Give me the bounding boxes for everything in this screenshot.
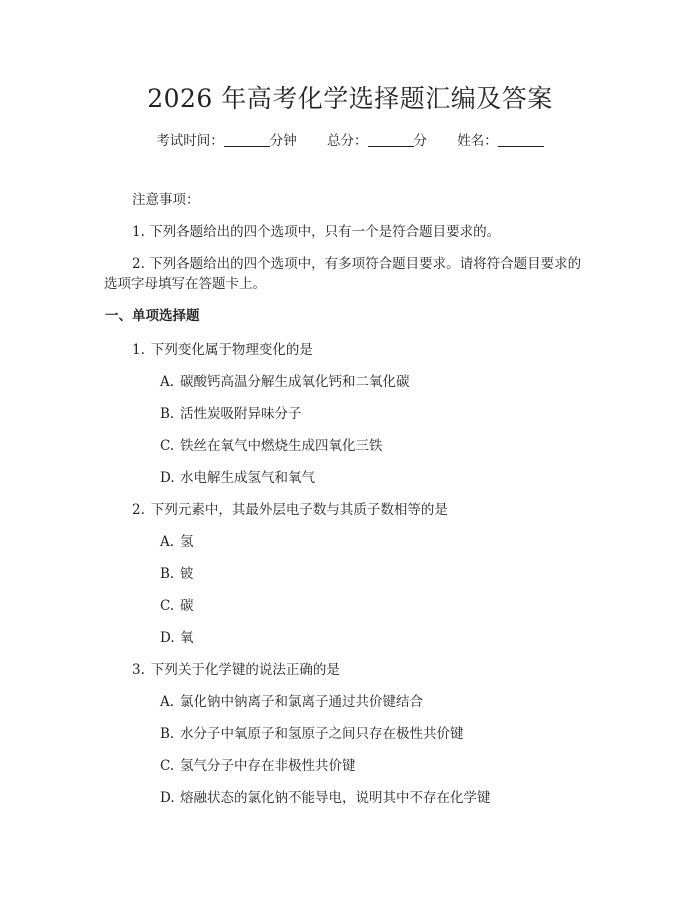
option-letter: A. <box>160 534 175 550</box>
question-2-option-b <box>160 564 194 584</box>
option-text: 碳 <box>180 598 194 614</box>
question-1 <box>132 340 313 360</box>
option-text: 氢 <box>180 534 194 550</box>
question-2-option-a <box>160 532 194 552</box>
exam-time-blank <box>224 132 270 147</box>
question-2 <box>132 500 448 520</box>
option-text: 熔融状态的氯化钠不能导电，说明其中不存在化学键 <box>180 790 491 806</box>
total-score-blank <box>368 132 414 147</box>
question-number: 3. <box>132 662 145 678</box>
question-stem: 下列变化属于物理变化的是 <box>150 342 313 358</box>
question-3-option-b <box>160 724 464 744</box>
option-letter: C. <box>160 438 175 454</box>
option-text: 铍 <box>180 566 194 582</box>
option-letter: D. <box>160 470 175 486</box>
option-letter: B. <box>160 406 175 422</box>
option-text: 活性炭吸附异味分子 <box>180 406 302 422</box>
notice-heading: 注意事项： <box>132 192 200 208</box>
student-name-blank <box>498 132 544 147</box>
option-text: 氧 <box>180 630 194 646</box>
option-text: 氯化钠中钠离子和氯离子通过共价键结合 <box>180 694 423 710</box>
option-letter: D. <box>160 630 175 646</box>
notice-item-2: 2. 下列各题给出的四个选项中，有多项符合题目要求。请将符合题目要求的 <box>132 256 582 272</box>
question-2-option-c <box>160 596 194 616</box>
option-text: 氢气分子中存在非极性共价键 <box>180 758 356 774</box>
question-3-option-d <box>160 788 491 808</box>
question-2-option-d <box>160 628 194 648</box>
notice-item-2-continued: 选项字母填写在答题卡上。 <box>104 276 266 292</box>
option-letter: D. <box>160 790 175 806</box>
total-score-field <box>327 131 427 151</box>
question-1-option-c <box>160 436 383 456</box>
question-number: 2. <box>132 502 145 518</box>
question-stem: 下列关于化学键的说法正确的是 <box>150 662 340 678</box>
option-letter: A. <box>160 374 175 390</box>
exam-meta <box>0 131 700 151</box>
option-letter: C. <box>160 598 175 614</box>
question-number: 1. <box>132 342 145 358</box>
question-1-option-a <box>160 372 410 392</box>
option-letter: B. <box>160 726 175 742</box>
option-text: 水电解生成氢气和氧气 <box>180 470 315 486</box>
question-3-option-c <box>160 756 356 776</box>
total-score-label: 总分： <box>327 133 368 149</box>
exam-time-unit: 分钟 <box>269 133 297 149</box>
option-text: 碳酸钙高温分解生成氧化钙和二氧化碳 <box>180 374 410 390</box>
student-name-field <box>457 131 544 151</box>
option-text: 水分子中氧原子和氢原子之间只存在极性共价键 <box>180 726 464 742</box>
option-letter: A. <box>160 694 175 710</box>
question-1-option-d <box>160 468 315 488</box>
exam-time-field <box>156 131 297 151</box>
option-letter: B. <box>160 566 175 582</box>
total-score-unit: 分 <box>413 133 427 149</box>
exam-time-label: 考试时间： <box>156 133 224 149</box>
document-title: 2026 年高考化学选择题汇编及答案 <box>147 84 553 113</box>
section-title: 一、单项选择题 <box>105 308 200 324</box>
question-stem: 下列元素中，其最外层电子数与其质子数相等的是 <box>150 502 448 518</box>
student-name-label: 姓名： <box>457 133 498 149</box>
question-1-option-b <box>160 404 302 424</box>
option-text: 铁丝在氧气中燃烧生成四氧化三铁 <box>180 438 383 454</box>
option-letter: C. <box>160 758 175 774</box>
notice-item-1: 1. 下列各题给出的四个选项中，只有一个是符合题目要求的。 <box>132 224 501 240</box>
question-3 <box>132 660 340 680</box>
question-3-option-a <box>160 692 423 712</box>
